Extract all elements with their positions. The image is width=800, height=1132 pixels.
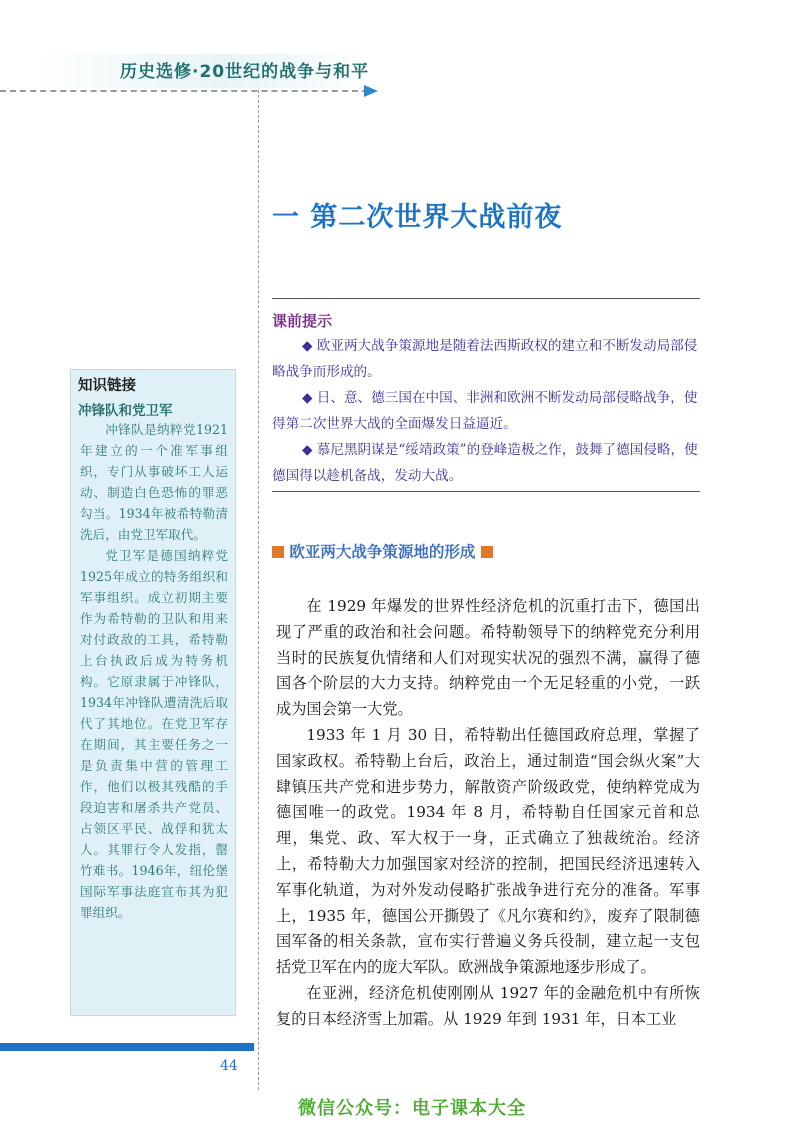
tip-item: ◆ 日、意、德三国在中国、非洲和欧洲不断发动局部侵略战争，使得第二次世界大战的全面爆发日益逼近。: [272, 390, 698, 432]
body-paragraph: 在亚洲，经济危机使刚刚从 1927 年的金融危机中有所恢复的日本经济雪上加霜。从 1929 年到 1931 年，日本工业: [276, 983, 700, 1028]
tips-bottom-rule: [272, 491, 700, 492]
chapter-title: 一 第二次世界大战前夜: [272, 202, 563, 233]
header-arrow-icon: [364, 85, 378, 97]
header-dashed-rule: [0, 90, 368, 92]
tips-top-rule: [272, 298, 700, 299]
sidebar-subheading: 冲锋队和党卫军: [78, 403, 173, 419]
body-paragraph: 1933 年 1 月 30 日，希特勒出任德国政府总理，掌握了国家政权。希特勒上台后，政治上，通过制造“国会纵火案”大肆镇压共产党和进步势力，解散资产阶级政党，使纳粹党成为德国唯一的政党。1934 年 8 月，希特勒自任国家元首和总理，集党、政、军大权于一身，正式确立了独裁统治。经济上，希特勒大力加强国家对经济的控制，把国民经济迅速转入军事化轨道，为对外发动侵略扩张战争进行充分的准备。军事上，1935 年，德国公开撕毁了《凡尔赛和约》，废弃了限制德国军备的相关条款，宣布实行普遍义务兵役制，建立起一支包括党卫军在内的庞大军队。欧洲战争策源地逐步形成了。: [276, 725, 700, 977]
sidebar-heading: 知识链接: [78, 378, 136, 394]
page-number: 44: [220, 1058, 238, 1074]
sidebar-body: [80, 419, 228, 923]
square-bullet-icon: [481, 546, 493, 558]
tip-item: ◆ 欧亚两大战争策源地是随着法西斯政权的建立和不断发动局部侵略战争而形成的。: [272, 338, 698, 380]
tips-heading: 课前提示: [272, 312, 333, 330]
watermark-text: 微信公众号：电子课本大全: [298, 1098, 526, 1119]
sidebar-paragraph: 冲锋队是纳粹党1921年建立的一个准军事组织，专门从事破坏工人运动、制造白色恐怖的罪恶勾当。1934年被希特勒清洗后，由党卫军取代。: [80, 422, 228, 542]
sidebar-paragraph: 党卫军是德国纳粹党1925年成立的特务组织和军事组织。成立初期主要作为希特勒的卫队和用来对付政敌的工具，希特勒上台执政后成为特务机构。它原隶属于冲锋队，1934年冲锋队遭清洗后取代了其地位。在党卫军存在期间，其主要任务之一是负责集中营的管理工作，他们以极其残酷的手段迫害和屠杀共产党员、占领区平民、战俘和犹太人。其罪行令人发指，罄竹难书。1946年，纽伦堡国际军事法庭宣布其为犯罪组织。: [80, 548, 228, 920]
footer-bar: [0, 1043, 254, 1051]
body-paragraph: 在 1929 年爆发的世界性经济危机的沉重打击下，德国出现了严重的政治和社会问题。希特勒领导下的纳粹党充分利用当时的民族复仇情绪和人们对现实状况的强烈不满，赢得了德国各个阶层的大力支持。纳粹党由一个无足轻重的小党，一跃成为国会第一大党。: [276, 597, 700, 719]
book-series-title: 历史选修·20世纪的战争与和平: [120, 62, 370, 82]
margin-dashed-rule: [258, 90, 259, 1090]
square-bullet-icon: [272, 546, 284, 558]
main-body-text: [276, 594, 700, 1033]
tip-item: ◆ 慕尼黑阴谋是“绥靖政策”的登峰造极之作，鼓舞了德国侵略，使德国得以趁机备战，发动大战。: [272, 442, 698, 484]
section-heading: [272, 540, 493, 562]
tips-list: [272, 333, 704, 489]
section-heading-text: 欧亚两大战争策源地的形成: [289, 543, 476, 561]
